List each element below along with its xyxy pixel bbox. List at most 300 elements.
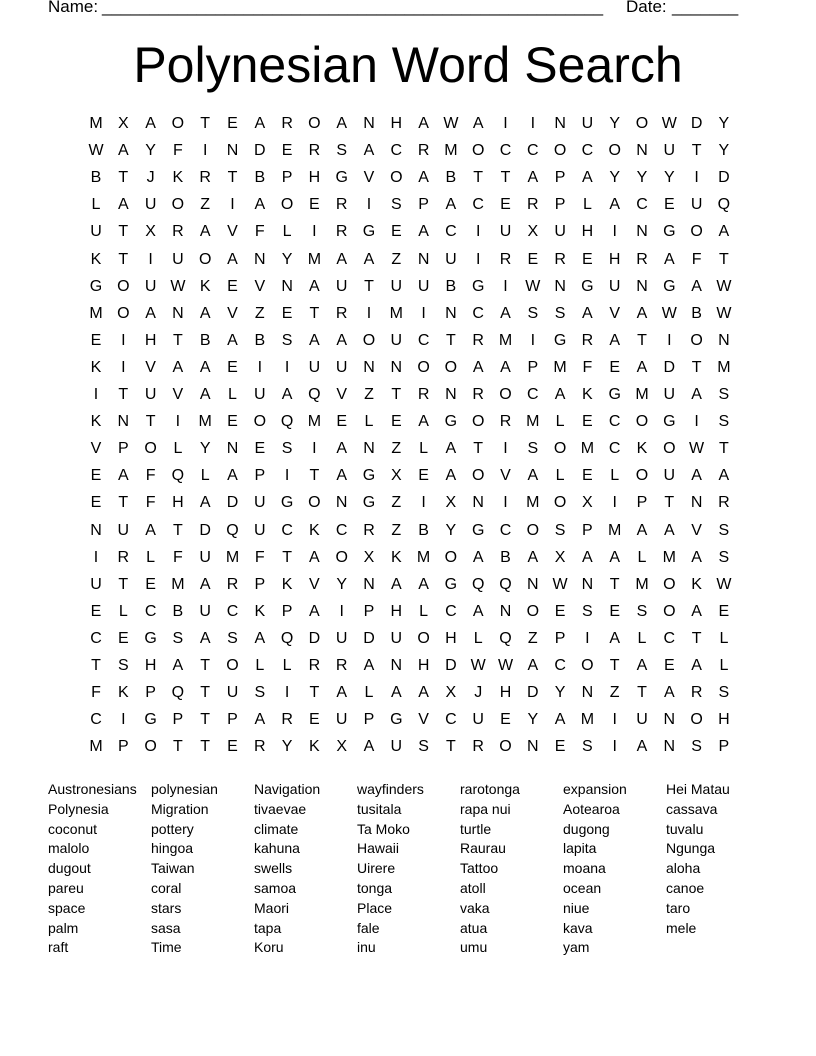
grid-letter: O bbox=[690, 711, 703, 729]
grid-letter: N bbox=[718, 331, 730, 349]
grid-letter: A bbox=[418, 169, 429, 187]
grid-letter: E bbox=[418, 467, 429, 485]
grid-letter: E bbox=[390, 223, 402, 241]
grid-letter: T bbox=[719, 440, 729, 458]
grid-letter: L bbox=[200, 467, 210, 485]
grid-letter: U bbox=[90, 223, 102, 241]
grid-letter: E bbox=[582, 467, 593, 485]
grid-letter: F bbox=[91, 684, 101, 702]
grid-letter: I bbox=[503, 277, 508, 295]
grid-letter: U bbox=[117, 521, 130, 539]
grid-letter: Y bbox=[718, 115, 730, 132]
word-list-item: tuvalu bbox=[666, 820, 704, 837]
grid-letter: T bbox=[446, 738, 456, 756]
grid-letter: G bbox=[471, 521, 485, 539]
grid-letter: G bbox=[362, 494, 376, 512]
grid-letter: I bbox=[257, 358, 263, 376]
grid-letter: I bbox=[612, 738, 617, 756]
grid-letter: Q bbox=[171, 684, 185, 702]
grid-letter: V bbox=[145, 358, 156, 376]
word-column bbox=[151, 780, 254, 958]
grid-letter: M bbox=[89, 738, 103, 756]
grid-letter: Z bbox=[527, 629, 538, 647]
word-list-item: rapa nui bbox=[460, 800, 511, 817]
word-list-item: Time bbox=[151, 939, 182, 956]
grid-letter: W bbox=[88, 142, 104, 160]
grid-letter: T bbox=[446, 331, 456, 349]
grid-letter: T bbox=[691, 358, 702, 376]
grid-letter: Y bbox=[554, 684, 566, 702]
grid-letter: O bbox=[499, 738, 512, 756]
grid-letter: Z bbox=[391, 521, 402, 539]
grid-letter: I bbox=[694, 413, 699, 431]
grid-letter: A bbox=[445, 196, 457, 214]
grid-letter: H bbox=[144, 657, 157, 674]
grid-letter: N bbox=[636, 223, 648, 241]
grid-letter: H bbox=[144, 331, 157, 349]
grid-letter: A bbox=[145, 115, 156, 132]
grid-letter: Y bbox=[199, 440, 211, 458]
grid-letter: A bbox=[336, 467, 348, 485]
grid-letter: T bbox=[200, 657, 211, 674]
grid-letter: U bbox=[417, 277, 430, 295]
grid-letter: P bbox=[227, 711, 238, 729]
grid-letter: A bbox=[199, 223, 211, 241]
word-list-item: Hawaii bbox=[357, 840, 400, 857]
grid-letter: O bbox=[635, 115, 649, 132]
grid-letter: A bbox=[472, 358, 484, 376]
grid-letter: T bbox=[691, 142, 702, 160]
grid-letter: U bbox=[499, 223, 512, 241]
grid-letter: A bbox=[117, 142, 129, 160]
grid-letter: N bbox=[363, 575, 375, 593]
grid-letter: N bbox=[363, 115, 375, 132]
grid-letter: I bbox=[121, 358, 126, 376]
grid-letter: T bbox=[200, 115, 211, 132]
grid-letter: W bbox=[716, 277, 732, 295]
grid-letter: P bbox=[554, 629, 566, 647]
grid-letter: A bbox=[609, 629, 621, 647]
grid-letter: M bbox=[444, 142, 458, 160]
grid-letter: G bbox=[663, 413, 676, 431]
grid-letter: J bbox=[146, 169, 155, 187]
grid-letter: T bbox=[200, 738, 211, 756]
grid-letter: A bbox=[254, 711, 266, 729]
grid-letter: S bbox=[554, 304, 566, 322]
grid-letter: O bbox=[471, 142, 485, 160]
grid-letter: I bbox=[366, 304, 372, 322]
grid-letter: K bbox=[90, 358, 102, 376]
grid-letter: R bbox=[335, 223, 348, 241]
word-list-item: Maori bbox=[254, 899, 290, 916]
grid-letter: M bbox=[526, 413, 540, 431]
grid-letter: O bbox=[471, 467, 485, 485]
grid-letter: B bbox=[90, 169, 102, 187]
grid-letter: L bbox=[419, 602, 429, 620]
grid-letter: A bbox=[309, 602, 320, 620]
grid-letter: A bbox=[199, 629, 211, 647]
grid-letter: N bbox=[226, 440, 239, 458]
grid-letter: D bbox=[226, 494, 239, 512]
grid-letter: Y bbox=[336, 575, 348, 593]
grid-letter: K bbox=[309, 521, 320, 539]
grid-letter: L bbox=[719, 629, 729, 647]
grid-letter: I bbox=[366, 196, 372, 214]
grid-letter: A bbox=[309, 277, 320, 295]
grid-letter: E bbox=[281, 304, 293, 322]
word-column bbox=[563, 780, 666, 958]
grid-letter: C bbox=[472, 304, 484, 322]
grid-letter: U bbox=[144, 277, 157, 295]
letter-grid bbox=[86, 112, 742, 760]
grid-letter: S bbox=[554, 521, 566, 539]
grid-letter: A bbox=[199, 386, 211, 403]
grid-letter: O bbox=[499, 386, 512, 403]
grid-letter: I bbox=[503, 115, 508, 132]
grid-letter: Y bbox=[609, 169, 621, 187]
grid-letter: O bbox=[417, 629, 430, 647]
word-list-item: Place bbox=[357, 899, 393, 916]
grid-letter: P bbox=[582, 521, 593, 539]
grid-letter: M bbox=[307, 413, 322, 431]
grid-letter: R bbox=[472, 386, 484, 403]
grid-letter: U bbox=[390, 277, 403, 295]
grid-letter: V bbox=[418, 711, 429, 729]
grid-letter: G bbox=[144, 629, 157, 647]
grid-letter: U bbox=[335, 277, 348, 295]
grid-letter: R bbox=[636, 250, 648, 268]
grid-letter: S bbox=[636, 602, 648, 620]
grid-letter: E bbox=[309, 196, 320, 214]
grid-letter: H bbox=[445, 629, 457, 647]
grid-letter: A bbox=[691, 602, 702, 620]
grid-letter: Y bbox=[445, 521, 457, 539]
word-list-item: coral bbox=[151, 879, 182, 896]
grid-letter: M bbox=[526, 494, 540, 512]
grid-letter: I bbox=[230, 196, 235, 214]
grid-letter: A bbox=[390, 684, 402, 702]
grid-letter: U bbox=[308, 358, 321, 376]
grid-letter: W bbox=[661, 115, 677, 132]
word-list-item: ocean bbox=[563, 879, 602, 896]
word-list-item: pareu bbox=[48, 879, 84, 896]
word-column bbox=[48, 780, 151, 958]
grid-letter: L bbox=[173, 440, 183, 458]
grid-letter: A bbox=[472, 548, 484, 566]
grid-letter: T bbox=[609, 575, 620, 593]
grid-letter: U bbox=[144, 196, 157, 214]
grid-letter: K bbox=[582, 386, 593, 403]
grid-letter: G bbox=[390, 711, 403, 729]
grid-letter: U bbox=[472, 711, 484, 729]
grid-letter: G bbox=[280, 494, 294, 512]
grid-letter: E bbox=[90, 467, 102, 485]
grid-letter: K bbox=[390, 548, 402, 566]
grid-letter: R bbox=[499, 413, 512, 431]
grid-letter: T bbox=[500, 169, 511, 187]
grid-letter: N bbox=[254, 250, 266, 268]
grid-letter: A bbox=[691, 386, 702, 403]
grid-letter: F bbox=[254, 223, 265, 241]
grid-letter: T bbox=[364, 277, 374, 295]
grid-letter: O bbox=[690, 331, 703, 349]
word-list-item: Tattoo bbox=[460, 860, 499, 877]
grid-letter: M bbox=[171, 575, 185, 593]
grid-letter: O bbox=[581, 657, 594, 674]
grid-letter: M bbox=[89, 115, 103, 132]
grid-letter: R bbox=[472, 738, 484, 756]
grid-letter: E bbox=[663, 657, 675, 674]
grid-letter: D bbox=[718, 169, 730, 187]
grid-letter: N bbox=[363, 440, 375, 458]
grid-letter: M bbox=[89, 304, 103, 322]
grid-letter: A bbox=[609, 331, 621, 349]
grid-letter: L bbox=[610, 467, 620, 485]
grid-letter: M bbox=[635, 575, 649, 593]
grid-letter: N bbox=[554, 277, 566, 295]
grid-letter: P bbox=[636, 494, 648, 512]
grid-letter: L bbox=[582, 196, 592, 214]
grid-letter: C bbox=[335, 521, 348, 539]
grid-letter: M bbox=[553, 358, 567, 376]
grid-letter: U bbox=[390, 738, 403, 756]
grid-letter: A bbox=[336, 684, 348, 702]
grid-letter: E bbox=[254, 440, 266, 458]
grid-letter: S bbox=[418, 738, 429, 756]
name-label: Name: bbox=[48, 0, 99, 16]
grid-letter: G bbox=[663, 223, 676, 241]
grid-letter: W bbox=[525, 277, 541, 295]
grid-letter: I bbox=[284, 467, 290, 485]
grid-letter: W bbox=[470, 657, 486, 674]
grid-letter: S bbox=[254, 684, 266, 702]
grid-letter: T bbox=[118, 169, 129, 187]
grid-letter: A bbox=[336, 440, 348, 458]
grid-letter: E bbox=[554, 738, 566, 756]
grid-letter: D bbox=[527, 684, 539, 702]
grid-letter: X bbox=[445, 684, 457, 702]
grid-letter: A bbox=[254, 115, 266, 132]
grid-letter: N bbox=[445, 386, 457, 403]
grid-letter: L bbox=[282, 657, 292, 674]
word-list-item: polynesian bbox=[151, 781, 218, 797]
grid-letter: A bbox=[609, 196, 621, 214]
grid-letter: M bbox=[635, 386, 649, 403]
grid-letter: D bbox=[363, 629, 375, 647]
grid-letter: R bbox=[308, 142, 321, 160]
grid-letter: A bbox=[254, 196, 266, 214]
grid-letter: N bbox=[472, 494, 484, 512]
grid-letter: M bbox=[198, 413, 212, 431]
grid-letter: A bbox=[418, 413, 429, 431]
word-list-item: rarotonga bbox=[460, 781, 520, 797]
grid-letter: M bbox=[307, 250, 322, 268]
grid-letter: E bbox=[609, 602, 621, 620]
grid-letter: E bbox=[227, 277, 238, 295]
grid-letter: H bbox=[390, 602, 403, 620]
grid-letter: C bbox=[90, 629, 102, 647]
word-list-item: taro bbox=[666, 899, 691, 916]
grid-letter: O bbox=[253, 413, 267, 431]
grid-letter: A bbox=[691, 548, 702, 566]
grid-letter: P bbox=[254, 467, 266, 485]
grid-letter: E bbox=[309, 711, 320, 729]
grid-letter: S bbox=[582, 602, 593, 620]
grid-letter: Q bbox=[471, 575, 485, 593]
grid-letter: E bbox=[90, 602, 102, 620]
word-list-item: Uirere bbox=[357, 860, 396, 877]
grid-letter: B bbox=[445, 277, 457, 295]
grid-letter: R bbox=[308, 657, 321, 674]
grid-letter: X bbox=[445, 494, 457, 512]
grid-letter: A bbox=[418, 223, 429, 241]
grid-letter: N bbox=[445, 304, 457, 322]
grid-letter: E bbox=[527, 250, 539, 268]
grid-letter: N bbox=[281, 277, 293, 295]
grid-letter: O bbox=[608, 142, 621, 160]
word-list-item: dugout bbox=[48, 860, 91, 877]
grid-letter: O bbox=[417, 358, 430, 376]
grid-letter: T bbox=[473, 440, 484, 458]
grid-letter: A bbox=[718, 223, 730, 241]
grid-letter: G bbox=[362, 467, 376, 485]
word-list-item: sasa bbox=[151, 919, 181, 936]
grid-letter: D bbox=[199, 521, 211, 539]
word-list-item: tivaevae bbox=[254, 800, 307, 817]
grid-letter: T bbox=[118, 575, 129, 593]
grid-letter: W bbox=[716, 575, 732, 593]
grid-letter: E bbox=[281, 142, 293, 160]
grid-letter: S bbox=[718, 521, 730, 539]
grid-letter: A bbox=[281, 386, 293, 403]
grid-letter: N bbox=[527, 738, 539, 756]
grid-letter: K bbox=[254, 602, 266, 620]
grid-letter: A bbox=[227, 331, 238, 349]
grid-letter: L bbox=[555, 413, 565, 431]
grid-letter: A bbox=[363, 657, 375, 674]
grid-letter: P bbox=[145, 684, 156, 702]
grid-letter: R bbox=[363, 521, 375, 539]
grid-letter: B bbox=[445, 169, 457, 187]
grid-letter: C bbox=[608, 440, 621, 458]
grid-letter: O bbox=[280, 196, 294, 214]
grid-letter: A bbox=[636, 657, 648, 674]
grid-letter: U bbox=[554, 223, 566, 241]
grid-letter: V bbox=[254, 277, 266, 295]
word-list-item: Raurau bbox=[460, 840, 506, 857]
grid-letter: O bbox=[635, 413, 649, 431]
grid-letter: I bbox=[530, 331, 536, 349]
grid-letter: N bbox=[581, 575, 594, 593]
grid-letter: E bbox=[390, 413, 402, 431]
grid-letter: I bbox=[121, 331, 126, 349]
grid-letter: E bbox=[609, 358, 621, 376]
grid-letter: X bbox=[145, 223, 156, 241]
grid-letter: W bbox=[689, 440, 705, 458]
grid-letter: Z bbox=[391, 250, 402, 268]
grid-letter: K bbox=[636, 440, 648, 458]
grid-letter: D bbox=[690, 115, 703, 132]
grid-letter: T bbox=[118, 494, 129, 512]
word-list-item: Taiwan bbox=[151, 860, 195, 877]
grid-letter: P bbox=[418, 196, 429, 214]
grid-letter: E bbox=[145, 575, 156, 593]
grid-letter: V bbox=[90, 440, 102, 458]
grid-letter: E bbox=[582, 413, 593, 431]
word-list-item: coconut bbox=[48, 820, 98, 837]
grid-letter: L bbox=[637, 548, 647, 566]
grid-letter: N bbox=[636, 142, 648, 160]
grid-letter: M bbox=[416, 548, 431, 566]
grid-letter: A bbox=[309, 548, 320, 566]
grid-letter: C bbox=[226, 602, 239, 620]
word-list-item: kava bbox=[563, 919, 593, 936]
grid-letter: M bbox=[225, 548, 240, 566]
grid-letter: R bbox=[172, 223, 184, 241]
word-column bbox=[254, 780, 357, 958]
grid-letter: A bbox=[418, 575, 429, 593]
grid-letter: I bbox=[530, 115, 536, 132]
grid-letter: A bbox=[363, 738, 375, 756]
grid-letter: T bbox=[473, 169, 484, 187]
grid-letter: S bbox=[117, 657, 129, 674]
word-list-item: vaka bbox=[460, 899, 490, 916]
grid-letter: A bbox=[336, 331, 348, 349]
grid-letter: C bbox=[417, 331, 430, 349]
word-list-item: Ngunga bbox=[666, 840, 716, 857]
grid-letter: E bbox=[336, 413, 348, 431]
grid-letter: V bbox=[227, 223, 238, 241]
grid-letter: V bbox=[500, 467, 511, 485]
grid-letter: A bbox=[418, 115, 429, 132]
grid-letter: A bbox=[636, 521, 648, 539]
word-list-item: expansion bbox=[563, 781, 627, 797]
grid-letter: U bbox=[90, 575, 102, 593]
grid-letter: I bbox=[121, 711, 126, 729]
grid-letter: G bbox=[144, 711, 157, 729]
grid-letter: L bbox=[473, 629, 483, 647]
grid-letter: A bbox=[117, 467, 129, 485]
grid-letter: W bbox=[443, 115, 459, 132]
word-column bbox=[357, 780, 460, 958]
word-list-item: moana bbox=[563, 860, 606, 877]
grid-letter: S bbox=[281, 440, 293, 458]
grid-letter: T bbox=[609, 657, 620, 674]
word-column bbox=[666, 780, 769, 938]
grid-letter: E bbox=[500, 196, 511, 214]
grid-letter: P bbox=[254, 575, 266, 593]
grid-letter: A bbox=[582, 304, 593, 322]
grid-letter: A bbox=[663, 684, 675, 702]
grid-letter: L bbox=[255, 657, 265, 674]
grid-letter: R bbox=[254, 738, 266, 756]
grid-letter: V bbox=[363, 169, 375, 187]
grid-letter: I bbox=[148, 250, 153, 268]
grid-letter: R bbox=[527, 196, 539, 214]
grid-letter: T bbox=[200, 711, 211, 729]
grid-letter: Z bbox=[609, 684, 620, 702]
grid-letter: I bbox=[503, 440, 508, 458]
grid-letter: S bbox=[336, 142, 348, 160]
grid-letter: O bbox=[663, 575, 676, 593]
grid-letter: N bbox=[226, 142, 239, 160]
grid-letter: O bbox=[663, 440, 676, 458]
grid-letter: F bbox=[173, 142, 183, 160]
grid-letter: G bbox=[335, 169, 348, 187]
grid-letter: T bbox=[309, 684, 320, 702]
word-list-item: yam bbox=[563, 939, 590, 956]
grid-letter: K bbox=[172, 169, 184, 187]
